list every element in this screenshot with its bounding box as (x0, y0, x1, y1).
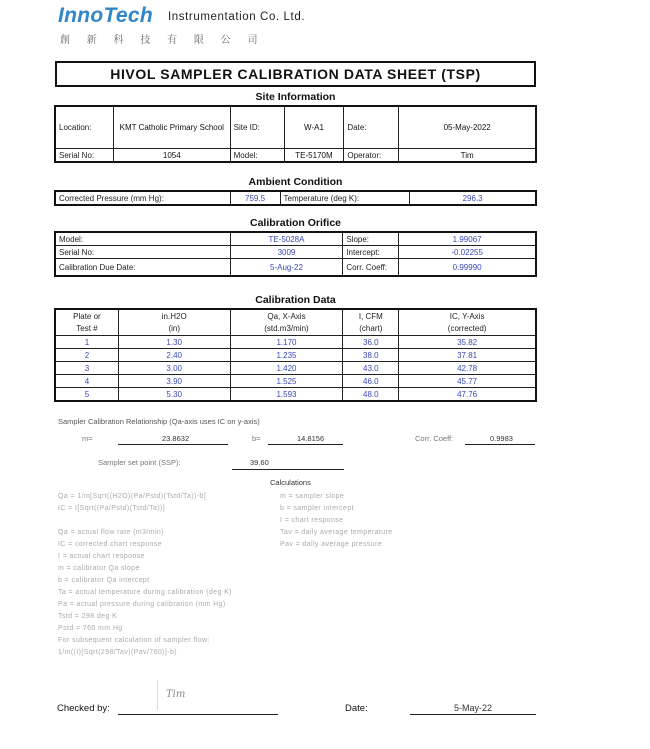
calc-line: Qa = 1/m[Sqrt((H2O)(Pa/Pstd)(Tstd/Ta))-b] (58, 493, 207, 500)
m-value: 23.8632 (162, 434, 190, 443)
col-header-qa: Qa, X-Axis (230, 310, 343, 323)
cell: 2.40 (118, 349, 230, 362)
calc-line: m = sampler slope (280, 493, 345, 500)
cell: 35.82 (399, 336, 536, 349)
site-info-table (55, 106, 536, 162)
set-point-value: 39.60 (250, 458, 269, 467)
temperature-label: Temperature (deg K): (280, 192, 410, 205)
orifice-table (55, 232, 536, 276)
cell: 3.00 (118, 362, 230, 375)
company-name-chinese: 創 新 科 技 有 限 公 司 (60, 35, 265, 46)
cell: 1.235 (230, 349, 343, 362)
due-date-value: 5-Aug-22 (230, 259, 343, 276)
calc-line: I = actual chart response (58, 553, 145, 560)
cell: 46.0 (343, 375, 399, 388)
slope-label: Slope: (343, 233, 399, 246)
col-subheader-in: (in) (118, 323, 230, 336)
calculations-left-column (58, 493, 232, 661)
cell: 5 (56, 388, 119, 401)
calc-line: b = sampler intercept (280, 505, 354, 512)
calc-line: I = chart response (280, 517, 344, 524)
col-header-h2o: in.H2O (118, 310, 230, 323)
set-point-underline (232, 469, 344, 470)
cell: 43.0 (343, 362, 399, 375)
calc-line (58, 517, 232, 529)
cell: 38.0 (343, 349, 399, 362)
calculations-right-column (280, 493, 393, 553)
slope-value: 1.99067 (399, 233, 536, 246)
signature: Tim (166, 689, 186, 700)
b-value: 14.8156 (297, 434, 325, 443)
calc-line: 1/m((I)[Sqrt(298/Tav)(Pav/760)]-b) (58, 649, 178, 656)
calc-line: Tstd = 298 deg K (58, 613, 118, 620)
calc-line: For subsequent calculation of sampler flow: (58, 637, 210, 644)
cell: 3 (56, 362, 119, 375)
table-row (56, 375, 536, 388)
orifice-model-value: TE-5028A (230, 233, 343, 246)
corr-coeff-label: Corr. Coeff: (343, 259, 399, 276)
serial-label: Serial No: (56, 149, 114, 162)
cell: 2 (56, 349, 119, 362)
sheet-title: HIVOL SAMPLER CALIBRATION DATA SHEET (TSP) (55, 61, 536, 87)
temperature-value: 296.3 (410, 192, 536, 205)
cell: 1 (56, 336, 119, 349)
cell: 4 (56, 375, 119, 388)
table-row (56, 388, 536, 401)
due-date-label: Calibration Due Date: (56, 259, 231, 276)
cell: 1.525 (230, 375, 343, 388)
cell: 3.90 (118, 375, 230, 388)
m-label: m= (82, 434, 93, 443)
calc-line: Pav = daily average pressure (280, 541, 383, 548)
calc-line: IC = corrected chart response (58, 541, 163, 548)
cell: 1.170 (230, 336, 343, 349)
cell: 5.30 (118, 388, 230, 401)
signature-divider (157, 680, 158, 710)
company-name: Instrumentation Co. Ltd. (168, 11, 306, 23)
date-label: Date: (344, 107, 399, 149)
cell: 1.420 (230, 362, 343, 375)
location-label: Location: (56, 107, 114, 149)
ambient-table (55, 191, 536, 205)
orifice-model-label: Model: (56, 233, 231, 246)
pressure-label: Corrected Pressure (mm Hg): (56, 192, 231, 205)
footer-date-value: 5-May-22 (454, 703, 493, 713)
calc-line: b = calibrator Qa intercept (58, 577, 150, 584)
col-subheader-corrected: (corrected) (399, 323, 536, 336)
calc-line: Pstd = 760 mm Hg (58, 625, 123, 632)
cell: 36.0 (343, 336, 399, 349)
cell: 1.30 (118, 336, 230, 349)
col-header-plate: Plate or (56, 310, 119, 323)
date-value: 05-May-2022 (399, 107, 536, 149)
orifice-serial-value: 3009 (230, 246, 343, 259)
calibration-data-table (55, 309, 536, 401)
ambient-heading: Ambient Condition (248, 176, 343, 188)
table-row (56, 362, 536, 375)
cell: 48.0 (343, 388, 399, 401)
operator-label: Operator: (344, 149, 399, 162)
site-id-value: W-A1 (284, 107, 344, 149)
coeff-underline (465, 444, 535, 445)
intercept-label: Intercept: (343, 246, 399, 259)
intercept-value: -0.02255 (399, 246, 536, 259)
calc-line: Ta = actual temperature during calibration (deg K) (58, 589, 232, 596)
checked-by-label: Checked by: (57, 703, 110, 714)
caldata-heading: Calibration Data (255, 294, 336, 306)
footer-date-label: Date: (345, 703, 368, 714)
cell: 42.78 (399, 362, 536, 375)
cell: 45.77 (399, 375, 536, 388)
model-label: Model: (230, 149, 284, 162)
rel-coeff-label: Corr. Coeff: (415, 434, 454, 443)
col-subheader-chart: (chart) (343, 323, 399, 336)
orifice-heading: Calibration Orifice (249, 217, 342, 229)
calculations-heading: Calculations (270, 478, 311, 487)
company-logo: InnoTech (58, 4, 153, 27)
cell: 1.593 (230, 388, 343, 401)
calc-line: Qa = actual flow rate (m3/min) (58, 529, 164, 536)
site-info-heading: Site Information (255, 91, 336, 103)
set-point-label: Sampler set point (SSP): (98, 458, 181, 467)
footer-date-line (410, 714, 536, 715)
calc-line: m = calibrator Qa slope (58, 565, 140, 572)
corr-coeff-value: 0.99990 (399, 259, 536, 276)
site-id-label: Site ID: (230, 107, 284, 149)
cell: 47.76 (399, 388, 536, 401)
b-label: b= (252, 434, 261, 443)
col-header-i: I, CFM (343, 310, 399, 323)
table-row (56, 336, 536, 349)
location-value: KMT Catholic Primary School (113, 107, 230, 149)
serial-value: 1054 (113, 149, 230, 162)
b-underline (268, 444, 343, 445)
table-row (56, 349, 536, 362)
rel-coeff-value: 0.9983 (490, 434, 513, 443)
model-value: TE-5170M (284, 149, 344, 162)
pressure-value: 759.5 (230, 192, 280, 205)
m-underline (118, 444, 228, 445)
orifice-serial-label: Serial No: (56, 246, 231, 259)
cell: 37.81 (399, 349, 536, 362)
operator-value: Tim (399, 149, 536, 162)
relationship-label: Sampler Calibration Relationship (Qa-axis uses IC on y-axis) (58, 417, 260, 426)
col-header-ic: IC, Y-Axis (399, 310, 536, 323)
checked-by-line (118, 714, 278, 715)
calc-line: IC = I[Sqrt((Pa/Pstd)(Tstd/Ta))] (58, 505, 166, 512)
calc-line: Pa = actual pressure during calibration (mm Hg) (58, 601, 226, 608)
calc-line: Tav = daily average temperature (280, 529, 393, 536)
col-subheader-test: Test # (56, 323, 119, 336)
col-subheader-std: (std.m3/min) (230, 323, 343, 336)
